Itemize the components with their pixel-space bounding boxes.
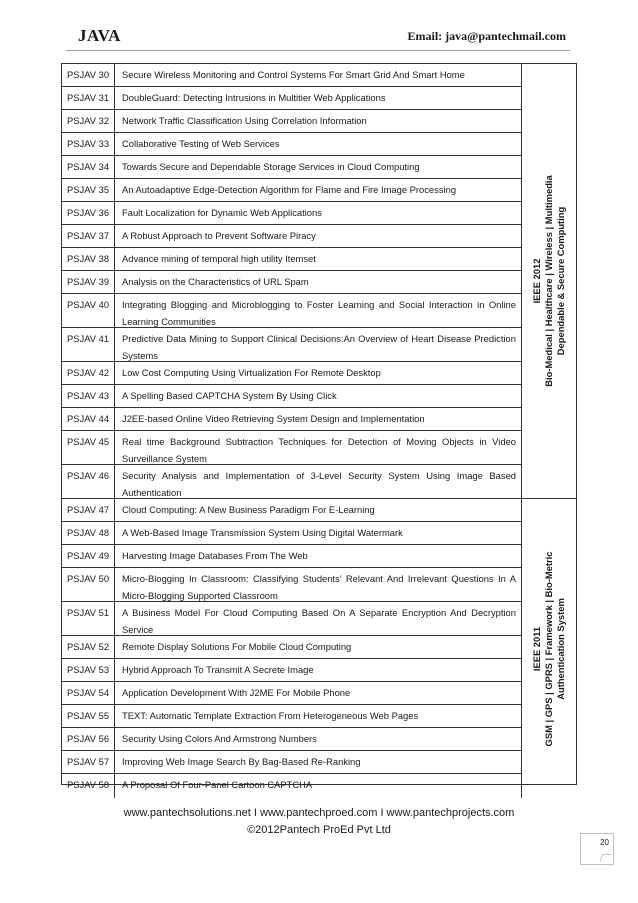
footer-copyright: ©2012Pantech ProEd Pvt Ltd (247, 824, 391, 836)
page-header (0, 0, 638, 56)
project-code: PSJAV 37 (62, 225, 115, 247)
project-title: A Business Model For Cloud Computing Based On A Separate Encryption And Decryption Service (122, 607, 516, 635)
project-code: PSJAV 48 (62, 522, 115, 544)
header-divider (66, 50, 570, 51)
project-code: PSJAV 46 (62, 465, 115, 498)
page-number-box (580, 833, 614, 865)
table-row (62, 568, 521, 602)
project-title: Collaborative Testing of Web Services (122, 138, 280, 149)
project-code: PSJAV 39 (62, 271, 115, 293)
project-title: Integrating Blogging and Microblogging to Foster Learning and Social Interaction in Online Learning Communities (122, 299, 516, 327)
project-title: Advance mining of temporal high utility Itemset (122, 253, 316, 264)
category-line: IEEE 2012 (531, 258, 542, 304)
project-code: PSJAV 54 (62, 682, 115, 704)
project-code: PSJAV 36 (62, 202, 115, 224)
project-code: PSJAV 41 (62, 328, 115, 361)
project-title: Micro-Blogging In Classroom: Classifying Students’ Relevant And Irrelevant Questions In A Micro-Blogging Supported Classroom (122, 573, 516, 601)
project-title: A Spelling Based CAPTCHA System By Using Click (122, 390, 337, 401)
project-code: PSJAV 38 (62, 248, 115, 270)
project-title: Security Using Colors And Armstrong Numbers (122, 733, 317, 744)
project-title: A Proposal Of Four-Panel Cartoon CAPTCHA (122, 779, 313, 790)
page-footer (0, 805, 638, 839)
category-cell (521, 64, 576, 499)
category-line: GSM | GPS | GPRS | Framework | Bio-Metric (543, 551, 554, 746)
table-row (62, 431, 521, 465)
project-title: Analysis on the Characteristics of URL Spam (122, 276, 309, 287)
project-code: PSJAV 34 (62, 156, 115, 178)
project-title: J2EE-based Online Video Retrieving System Design and Implementation (122, 413, 425, 424)
project-title: Secure Wireless Monitoring and Control Systems For Smart Grid And Smart Home (122, 69, 465, 80)
project-code: PSJAV 44 (62, 408, 115, 430)
table-row (62, 294, 521, 328)
project-code: PSJAV 35 (62, 179, 115, 201)
table-row (62, 328, 521, 362)
project-code: PSJAV 58 (62, 774, 115, 798)
project-code: PSJAV 56 (62, 728, 115, 750)
category-line: IEEE 2011 (531, 626, 542, 671)
project-title: Harvesting Image Databases From The Web (122, 550, 308, 561)
category-label (531, 551, 567, 746)
project-title: Remote Display Solutions For Mobile Cloud Computing (122, 641, 352, 652)
project-title: An Autoadaptive Edge-Detection Algorithm for Flame and Fire Image Processing (122, 184, 457, 195)
project-table (61, 63, 577, 790)
project-code: PSJAV 52 (62, 636, 115, 658)
project-title: Low Cost Computing Using Virtualization For Remote Desktop (122, 367, 381, 378)
project-code: PSJAV 50 (62, 568, 115, 601)
page-curl-icon (600, 854, 612, 861)
project-code: PSJAV 53 (62, 659, 115, 681)
project-code: PSJAV 57 (62, 751, 115, 773)
table-row (62, 602, 521, 636)
project-title: Security Analysis and Implementation of 3-Level Security System Using Image Based Authentication (122, 470, 516, 498)
project-code: PSJAV 31 (62, 87, 115, 109)
project-code: PSJAV 30 (62, 64, 115, 86)
contact-email: Email: java@pantechmail.com (407, 29, 566, 43)
category-line: Authentication System (555, 597, 566, 700)
project-code: PSJAV 42 (62, 362, 115, 384)
category-cell (521, 499, 576, 798)
project-title: Cloud Computing: A New Business Paradigm For E-Learning (122, 504, 375, 515)
project-title: Application Development With J2ME For Mobile Phone (122, 687, 351, 698)
project-title: DoubleGuard: Detecting Intrusions in Multitier Web Applications (122, 92, 386, 103)
project-title: Hybrid Approach To Transmit A Secrete Image (122, 664, 314, 675)
project-title: A Web-Based Image Transmission System Using Digital Watermark (122, 527, 403, 538)
table-row (62, 774, 521, 798)
project-title: Predictive Data Mining to Support Clinical Decisions:An Overview of Heart Disease Prediction Systems (122, 333, 516, 361)
project-code: PSJAV 51 (62, 602, 115, 635)
category-label (531, 175, 567, 387)
project-title: A Robust Approach to Prevent Software Piracy (122, 230, 316, 241)
project-title: Network Traffic Classification Using Correlation Information (122, 115, 367, 126)
table-row (62, 465, 521, 499)
project-title: TEXT: Automatic Template Extraction From Heterogeneous Web Pages (122, 710, 419, 721)
project-title: Improving Web Image Search By Bag-Based Re-Ranking (122, 756, 361, 767)
project-code: PSJAV 43 (62, 385, 115, 407)
project-code: PSJAV 47 (62, 499, 115, 521)
project-title: Towards Secure and Dependable Storage Services in Cloud Computing (122, 161, 420, 172)
project-code: PSJAV 45 (62, 431, 115, 464)
project-title: Real time Background Subtraction Techniques for Detection of Moving Objects in Video Surveillance System (122, 436, 516, 464)
project-code: PSJAV 40 (62, 294, 115, 327)
project-code: PSJAV 33 (62, 133, 115, 155)
project-code: PSJAV 55 (62, 705, 115, 727)
project-code: PSJAV 49 (62, 545, 115, 567)
category-line: Dependable & Secure Computing (555, 206, 566, 356)
brand-title: JAVA (78, 26, 121, 45)
category-line: Bio-Medical | Healthcare | Wireless | Multimedia (543, 175, 554, 387)
project-code: PSJAV 32 (62, 110, 115, 132)
page-number: 20 (600, 838, 609, 847)
footer-links: www.pantechsolutions.net I www.pantechproed.com I www.pantechprojects.com (123, 807, 515, 819)
project-title: Fault Localization for Dynamic Web Applications (122, 207, 322, 218)
